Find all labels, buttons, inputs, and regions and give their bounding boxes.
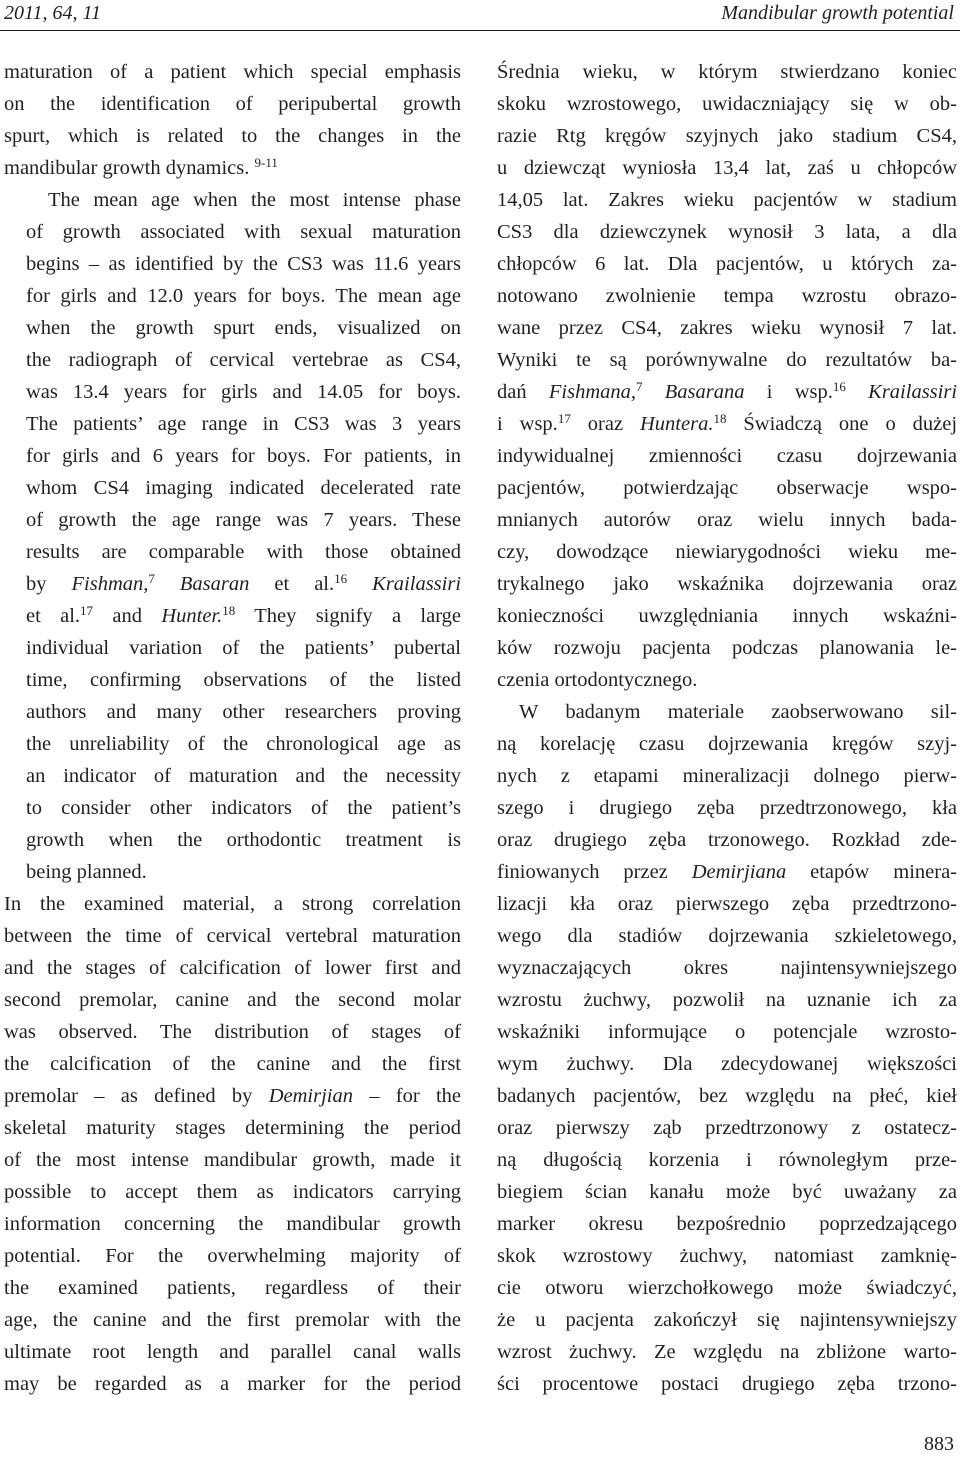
text-segment: by: [26, 573, 47, 595]
text-line: wyznaczających okres najintensywniejszego: [497, 957, 957, 979]
text-line: Średnia wieku, w którym stwierdzano koniec: [497, 61, 957, 83]
text-line: 14,05 lat. Zakres wieku pacjentów w stadium: [497, 189, 957, 211]
text-line: że u pacjenta zakończył się najintensywniejszy: [497, 1309, 957, 1331]
text-segment: dań: [497, 381, 527, 403]
text-line: [497, 856, 957, 888]
text-line: W badanym materiale zaobserwowano sil-: [519, 701, 957, 723]
paragraph-3: [4, 888, 461, 1400]
author-name: Krailassiri: [868, 381, 958, 403]
text-line: begins – as identified by the CS3 was 11.6 years: [26, 253, 461, 275]
text-line: [4, 152, 461, 184]
text-line: may be regarded as a marker for the period: [4, 1373, 461, 1395]
text-line: information concerning the mandibular growth: [4, 1213, 461, 1235]
text-line: ną długością korzenia i równoległym prze-: [497, 1149, 957, 1171]
text-line: maturation of a patient which special emphasis: [4, 61, 461, 83]
paragraph-pl-1: [497, 56, 957, 696]
text-line: In the examined material, a strong correlation: [4, 893, 461, 915]
text-line: of the most intense mandibular growth, made it: [4, 1149, 461, 1171]
right-column: [497, 56, 957, 1400]
text-line: was observed. The distribution of stages of: [4, 1021, 461, 1043]
text-line: on the identification of peripubertal growth: [4, 93, 461, 115]
paragraph-2: [4, 184, 461, 888]
text-line: skeletal maturity stages determining the period: [4, 1117, 461, 1139]
text-line: was 13.4 years for girls and 14.05 for boys.: [26, 381, 461, 403]
text-line: of growth associated with sexual maturation: [26, 221, 461, 243]
text-segment: i wsp.: [497, 413, 558, 435]
text-segment: oraz: [587, 413, 624, 435]
text-line: potential. For the overwhelming majority of: [4, 1245, 461, 1267]
text-line: for girls and 12.0 years for boys. The mean age: [26, 285, 461, 307]
author-name: Huntera.: [640, 413, 714, 435]
text-line: [4, 568, 461, 600]
text-line: possible to accept them as indicators carrying: [4, 1181, 461, 1203]
text-line: [4, 1080, 461, 1112]
text-line: nych z etapami mineralizacji dolnego pierw-: [497, 765, 957, 787]
text-line: [497, 376, 957, 408]
text-line: trykalnego jako wskaźnika dojrzewania oraz: [497, 573, 957, 595]
journal-issue: 2011, 64, 11: [4, 2, 102, 24]
citation: 17: [80, 603, 94, 618]
text-line: notowano zwolnienie tempa wzrostu obrazo-: [497, 285, 957, 307]
text-line: [497, 408, 957, 440]
citation: 7: [148, 571, 155, 586]
text-line: oraz drugiego zęba trzonowego. Rozkład zde-: [497, 829, 957, 851]
text-segment: finiowanych przez: [497, 861, 668, 883]
text-line: ną korelację czasu dojrzewania kręgów szyj-: [497, 733, 957, 755]
text-line: wane przez CS4, zakres wieku wynosił 7 lat.: [497, 317, 957, 339]
left-column: [4, 56, 461, 1400]
text-line: wzrostu żuchwy, pozwolił na uznanie ich za: [497, 989, 957, 1011]
text-line: cie otworu wierzchołkowego może świadczyć,: [497, 1277, 957, 1299]
text-line: authors and many other researchers proving: [26, 701, 461, 723]
text-segment: mandibular growth dynamics.: [4, 157, 250, 179]
text-line: mnianych autorów oraz wielu innych bada-: [497, 509, 957, 531]
citation: 18: [222, 603, 236, 618]
text-line: czy, dowodzące niewiarygodności wieku me-: [497, 541, 957, 563]
text-line: the radiograph of cervical vertebrae as CS4,: [26, 349, 461, 371]
author-name: Demirjiana: [691, 861, 787, 883]
text-line: ków rozwoju pacjenta podczas planowania le-: [497, 637, 957, 659]
text-line: and the stages of calcification of lower first and: [4, 957, 461, 979]
text-line: ultimate root length and parallel canal walls: [4, 1341, 461, 1363]
author-name: Demirjian: [268, 1085, 353, 1107]
text-line: time, confirming observations of the listed: [26, 669, 461, 691]
text-segment: et al.: [274, 573, 335, 595]
running-header: [0, 0, 960, 26]
citation: 9-11: [254, 155, 278, 170]
text-line: ści procentowe postaci drugiego zęba trzono-: [497, 1373, 957, 1395]
author-name: Basarana: [664, 381, 745, 403]
text-line: pacjentów, potwierdzając obserwacje wspo-: [497, 477, 957, 499]
text-line: chłopców 6 lat. Dla pacjentów, u których za-: [497, 253, 957, 275]
text-line: The mean age when the most intense phase: [48, 189, 461, 211]
text-line: wym żuchwy. Dla zdecydowanej większości: [497, 1053, 957, 1075]
text-line: czenia ortodontycznego.: [497, 669, 698, 691]
text-line: skoku wzrostowego, uwidaczniający się w ob-: [497, 93, 957, 115]
text-line: an indicator of maturation and the necessity: [26, 765, 461, 787]
text-segment: Świadczą one o dużej: [743, 413, 958, 435]
citation: 17: [557, 411, 571, 426]
text-line: spurt, which is related to the changes in the: [4, 125, 461, 147]
text-line: wzrost żuchwy. Ze względu na zbliżone warto-: [497, 1341, 957, 1363]
running-title: Mandibular growth potential: [721, 2, 954, 24]
text-line: biegiem ścian kanału może być uważany za: [497, 1181, 957, 1203]
text-segment: – for the: [369, 1085, 462, 1107]
text-line: konieczności uwzględniania innych wskaźni-: [497, 605, 957, 627]
text-line: of growth the age range was 7 years. These: [26, 509, 461, 531]
text-line: the examined patients, regardless of their: [4, 1277, 461, 1299]
text-line: skok wzrostowy żuchwy, natomiast zamknię-: [497, 1245, 957, 1267]
text-segment: premolar – as defined by: [4, 1085, 253, 1107]
text-segment: etapów minera-: [810, 861, 957, 883]
text-line: indywidualnej zmienności czasu dojrzewania: [497, 445, 957, 467]
text-line: marker okresu bezpośrednio poprzedzającego: [497, 1213, 957, 1235]
author-name: Basaran: [179, 573, 250, 595]
text-segment: et al.: [26, 605, 81, 627]
text-segment: and: [112, 605, 142, 627]
citation: 7: [636, 379, 643, 394]
text-line: whom CS4 imaging indicated decelerated rate: [26, 477, 461, 499]
text-line: individual variation of the patients’ pubertal: [26, 637, 461, 659]
text-segment: i wsp.: [766, 381, 833, 403]
paragraph-pl-2: [497, 696, 957, 1400]
text-line: razie Rtg kręgów szyjnych jako stadium CS4,: [497, 125, 957, 147]
text-line: age, the canine and the first premolar with the: [4, 1309, 461, 1331]
author-name: Fishman,: [71, 573, 149, 595]
text-line: [4, 600, 461, 632]
text-line: lizacji kła oraz pierwszego zęba przedtrzono-: [497, 893, 957, 915]
text-line: between the time of cervical vertebral maturation: [4, 925, 461, 947]
text-line: Wyniki te są porównywalne do rezultatów ba-: [497, 349, 957, 371]
text-line: to consider other indicators of the patient’s: [26, 797, 461, 819]
header-rule: [0, 30, 960, 31]
text-line: the unreliability of the chronological age as: [26, 733, 461, 755]
author-name: Fishmana,: [548, 381, 636, 403]
text-line: CS3 dla dziewczynek wynosił 3 lata, a dla: [497, 221, 957, 243]
text-line: the calcification of the canine and the first: [4, 1053, 461, 1075]
page-number: 883: [924, 1433, 954, 1455]
paragraph-1: [4, 56, 461, 184]
citation: 18: [713, 411, 727, 426]
text-line: oraz pierwszy ząb przedtrzonowy z ostatecz-: [497, 1117, 957, 1139]
citation: 16: [334, 571, 348, 586]
text-line: u dziewcząt wyniosła 13,4 lat, zaś u chłopców: [497, 157, 957, 179]
text-line: badanych pacjentów, bez względu na płeć, kieł: [497, 1085, 957, 1107]
citation: 16: [832, 379, 846, 394]
text-line: results are comparable with those obtained: [26, 541, 461, 563]
text-line: wskaźniki informujące o potencjale wzrosto-: [497, 1021, 957, 1043]
text-line: for girls and 6 years for boys. For patients, in: [26, 445, 461, 467]
text-line: being planned.: [26, 861, 147, 883]
text-segment: They signify a large: [254, 605, 462, 627]
text-line: szego i drugiego zęba przedtrzonowego, kła: [497, 797, 957, 819]
text-line: wego dla stadiów dojrzewania szkieletowego,: [497, 925, 957, 947]
author-name: Krailassiri: [372, 573, 462, 595]
text-line: growth when the orthodontic treatment is: [26, 829, 461, 851]
text-line: when the growth spurt ends, visualized on: [26, 317, 461, 339]
author-name: Hunter.: [161, 605, 223, 627]
text-line: second premolar, canine and the second molar: [4, 989, 461, 1011]
text-line: The patients’ age range in CS3 was 3 years: [26, 413, 461, 435]
